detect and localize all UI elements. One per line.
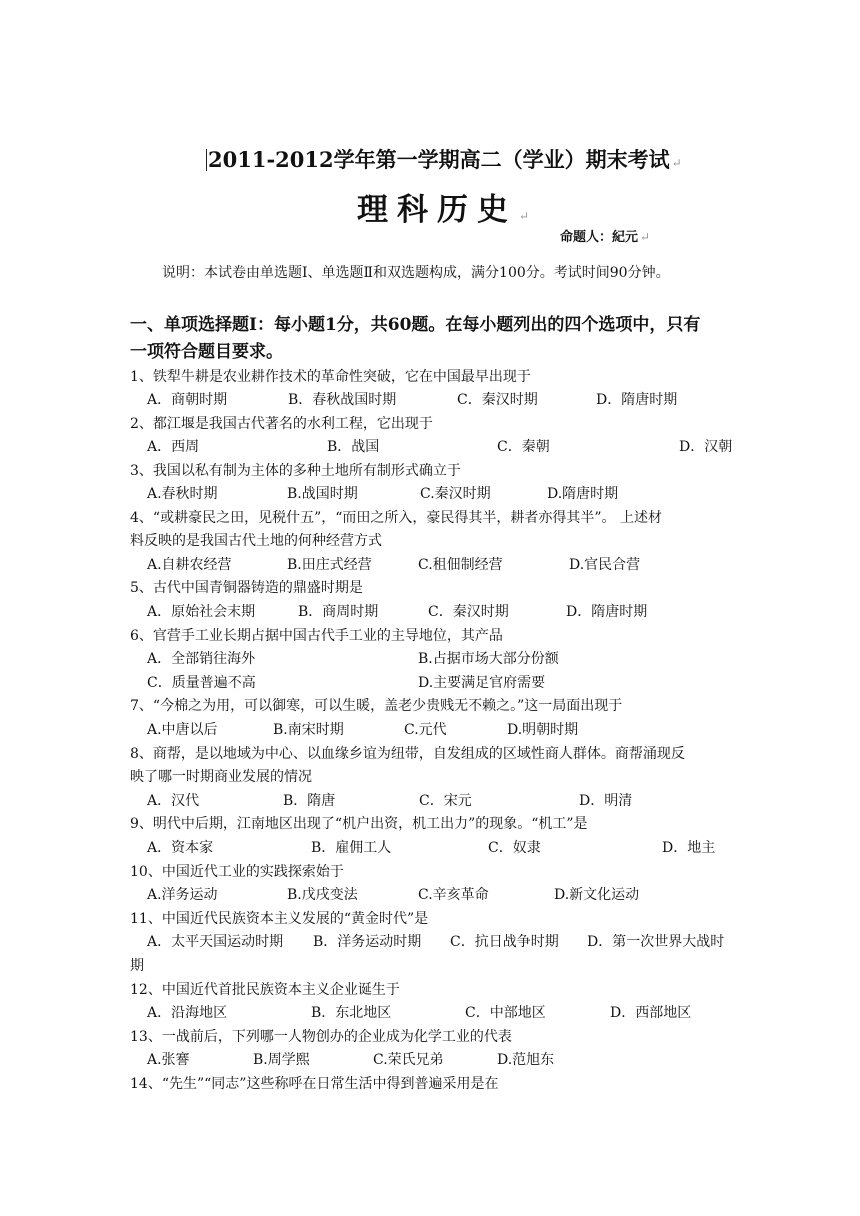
question-5-option-d: D．隋唐时期 [566, 604, 648, 620]
question-5-option-c: C．秦汉时期 [428, 604, 509, 620]
question-10-option-a: A.洋务运动 [147, 887, 218, 903]
question-10-option-c: C.辛亥革命 [418, 887, 489, 903]
question-11-option-c: C．抗日战争时期 [450, 934, 559, 950]
question-12-option-d: D．西部地区 [610, 1005, 692, 1021]
question-13-option-b: B.周学熙 [253, 1052, 310, 1068]
question-8-option-a: A．汉代 [147, 793, 200, 809]
exam-title: 2011-2012学年第一学期高二（学业）期末考试 ↵ [208, 147, 682, 172]
question-5-stem: 5、古代中国青铜器铸造的鼎盛时期是 [130, 580, 363, 596]
question-12-option-a: A．沿海地区 [147, 1005, 228, 1021]
question-12-option-c: C．中部地区 [465, 1005, 546, 1021]
exam-author: 命题人：紀元 ↵ [560, 230, 651, 245]
question-2-stem: 2、都江堰是我国古代著名的水利工程，它出现于 [130, 416, 433, 432]
question-3-stem: 3、我国以私有制为主体的多种土地所有制形式确立于 [130, 463, 461, 479]
exam-instructions: 说明：本试卷由单选题Ⅰ、单选题Ⅱ和双选题构成，满分100分。考试时间90分钟。 [162, 265, 670, 281]
question-8-option-d: D．明清 [579, 793, 633, 809]
paragraph-mark-icon: ↵ [671, 156, 682, 170]
text-cursor [206, 149, 207, 171]
question-6-option-c: C．质量普遍不高 [147, 675, 256, 691]
question-6-option-d: D.主要满足官府需要 [418, 675, 546, 691]
question-1-option-b: B．春秋战国时期 [288, 392, 397, 408]
question-10-stem: 10、中国近代工业的实践探索始于 [130, 864, 344, 880]
paragraph-mark-icon: ↵ [640, 230, 651, 244]
question-4-option-a: A.自耕农经营 [147, 557, 232, 573]
question-8-option-c: C．宋元 [419, 793, 472, 809]
question-3-option-b: B.战国时期 [287, 486, 358, 502]
question-1-option-c: C．秦汉时期 [457, 392, 538, 408]
question-1-option-a: A．商朝时期 [147, 392, 228, 408]
question-13-option-a: A.张謇 [147, 1052, 190, 1068]
section-heading-line-1: 一、单项选择题Ⅰ：每小题1分，共60题。在每小题列出的四个选项中，只有 [130, 315, 701, 335]
question-7-option-c: C.元代 [404, 722, 447, 738]
question-7-option-a: A.中唐以后 [147, 722, 218, 738]
question-6-option-b: B.占据市场大部分份额 [418, 651, 559, 667]
question-14-stem: 14、“先生”“同志”这些称呼在日常生活中得到普遍采用是在 [130, 1076, 499, 1092]
question-9-option-b: B．雇佣工人 [311, 840, 392, 856]
question-7-option-b: B.南宋时期 [273, 722, 344, 738]
question-7-stem: 7、“今棉之为用，可以御寒，可以生暖，盖老少贵贱无不赖之。”这一局面出现于 [130, 698, 623, 714]
question-5-option-a: A．原始社会末期 [147, 604, 256, 620]
question-1-stem: 1、铁犁牛耕是农业耕作技术的革命性突破，它在中国最早出现于 [130, 369, 531, 385]
question-8-stem-line-2: 映了哪一时期商业发展的情况 [130, 769, 312, 785]
question-8-option-b: B．隋唐 [283, 793, 336, 809]
section-heading-line-2: 一项符合题目要求。 [130, 342, 283, 362]
question-4-option-d: D.官民合营 [569, 557, 641, 573]
question-8-stem-line-1: 8、商帮，是以地域为中心、以血缘乡谊为纽带，自发组成的区域性商人群体。商帮涌现反 [130, 746, 685, 762]
question-2-option-a: A．西周 [147, 439, 200, 455]
question-11-option-d-wrap: 期 [130, 958, 144, 974]
question-7-option-d: D.明朝时期 [507, 722, 579, 738]
question-6-option-a: A．全部销往海外 [147, 651, 256, 667]
question-2-option-d: D．汉朝 [679, 439, 733, 455]
question-11-option-d: D．第一次世界大战时 [587, 934, 725, 950]
question-4-option-c: C.租佃制经营 [418, 557, 503, 573]
question-11-stem: 11、中国近代民族资本主义发展的“黄金时代”是 [130, 911, 429, 927]
exam-subtitle: 理科历史 ↵ [357, 192, 530, 228]
question-9-stem: 9、明代中后期，江南地区出现了“机户出资，机工出力”的现象。“机工”是 [130, 816, 588, 832]
question-3-option-a: A.春秋时期 [147, 486, 218, 502]
question-9-option-d: D．地主 [662, 840, 716, 856]
question-1-option-d: D．隋唐时期 [596, 392, 678, 408]
question-12-stem: 12、中国近代首批民族资本主义企业诞生于 [130, 982, 400, 998]
question-13-option-d: D.范旭东 [497, 1052, 555, 1068]
question-2-option-c: C．秦朝 [497, 439, 550, 455]
paragraph-mark-icon: ↵ [519, 209, 530, 223]
question-6-stem: 6、官营手工业长期占据中国古代手工业的主导地位，其产品 [130, 628, 503, 644]
question-13-option-c: C.荣氏兄弟 [373, 1052, 444, 1068]
question-12-option-b: B．东北地区 [311, 1005, 392, 1021]
question-3-option-d: D.隋唐时期 [547, 486, 619, 502]
question-10-option-b: B.戊戌变法 [287, 887, 358, 903]
question-11-option-a: A．太平天国运动时期 [147, 934, 284, 950]
question-4-option-b: B.田庄式经营 [287, 557, 372, 573]
question-10-option-d: D.新文化运动 [554, 887, 640, 903]
question-9-option-a: A．资本家 [147, 840, 214, 856]
question-11-option-b: B．洋务运动时期 [313, 934, 422, 950]
question-4-stem-line-1: 4、“或耕豪民之田，见税什五”，“而田之所入，豪民得其半，耕者亦得其半”。 上述材 [130, 510, 662, 526]
question-5-option-b: B．商周时期 [298, 604, 379, 620]
question-13-stem: 13、一战前后，下列哪一人物创办的企业成为化学工业的代表 [130, 1029, 512, 1045]
question-4-stem-line-2: 料反映的是我国古代土地的何种经营方式 [130, 533, 382, 549]
question-9-option-c: C．奴隶 [488, 840, 541, 856]
question-2-option-b: B．战国 [327, 439, 380, 455]
question-3-option-c: C.秦汉时期 [420, 486, 491, 502]
